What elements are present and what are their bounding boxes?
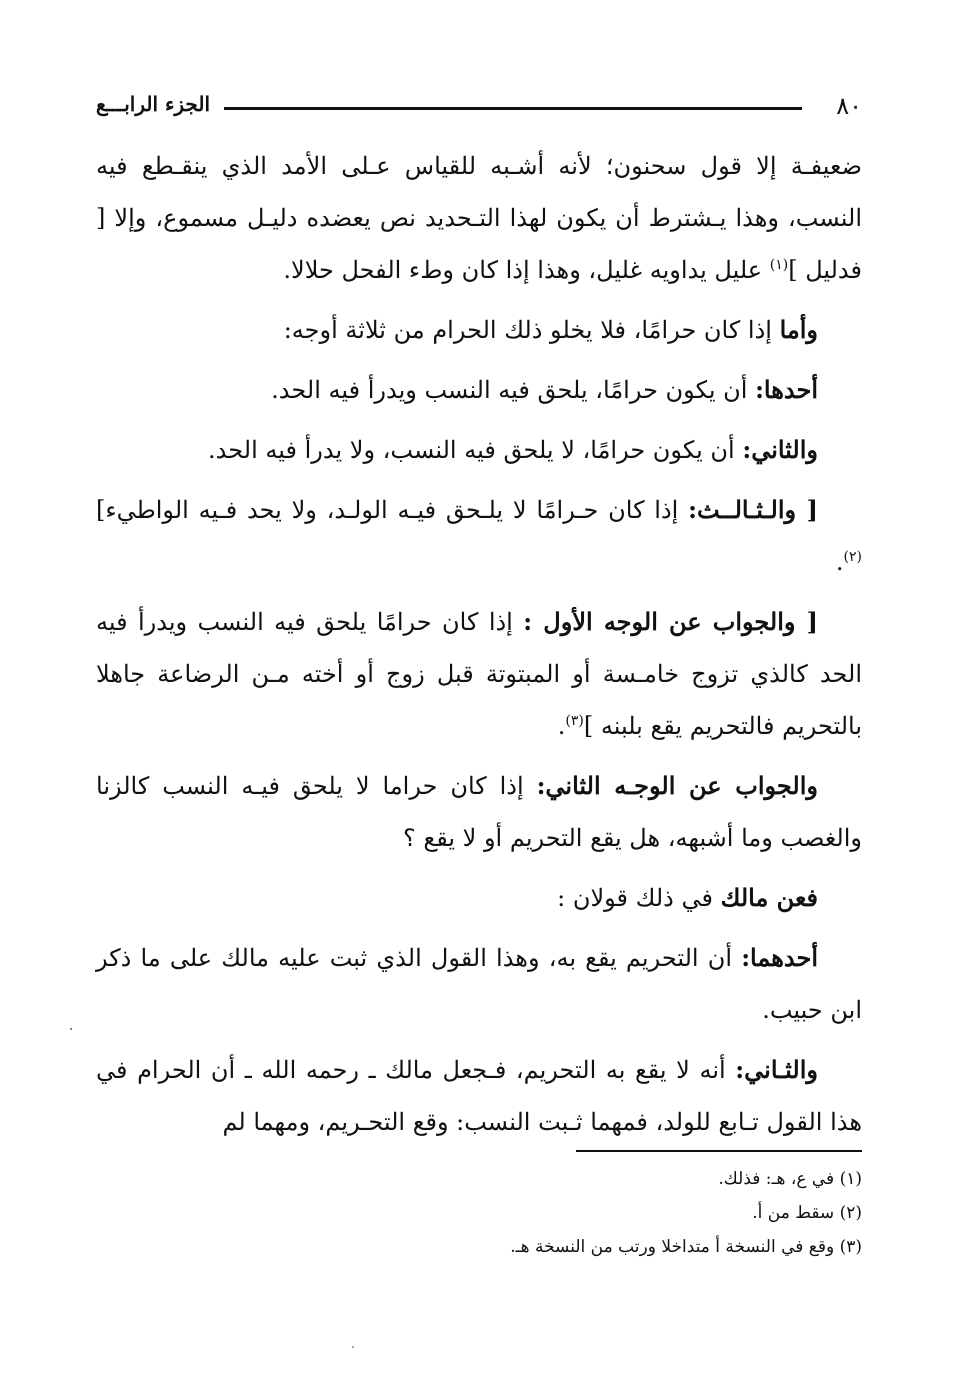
footnotes	[96, 1162, 862, 1264]
paragraph-lead: فعن مالك	[720, 883, 818, 912]
speck	[352, 1346, 354, 1348]
speck	[70, 1028, 72, 1030]
paragraph-lead: أحدهما:	[741, 943, 818, 972]
running-title: الجزء الرابـــع	[96, 92, 210, 116]
footnote: (١) في ع، هـ: فذلك.	[718, 1169, 862, 1189]
page-header	[96, 92, 862, 126]
footnote-ref: (٣)	[565, 713, 584, 729]
footnote: (٣) وقع في النسخة أ متداخلا ورتب من النسخة هـ.	[510, 1237, 862, 1257]
paragraph: والثاني: أن يكون حرامًا، لا يلحق فيه النسب، ولا يدرأ فيه الحد.	[208, 435, 818, 464]
paragraph-lead: [ والـثـالــث:	[688, 495, 818, 524]
footnote-ref: (١)	[769, 257, 789, 273]
paragraph: فعن مالك في ذلك قولان :	[557, 883, 818, 912]
paragraph: وأما إذا كان حرامًا، فلا يخلو ذلك الحرام من ثلاثة أوجه:	[283, 315, 818, 344]
paragraph-lead: والثاني:	[742, 435, 818, 464]
paragraph-lead: والثـاني:	[735, 1055, 818, 1084]
header-rule	[224, 107, 802, 110]
paragraph: أحدها: أن يكون حرامًا، يلحق فيه النسب ويدرأ فيه الحد.	[271, 375, 818, 404]
paragraph: والثـاني: أنه لا يقع به التحريم، فـجعل مالك ـ رحمه الله ـ أن الحرام في هذا القول تـابع للولد، فمهما ثـبت النسب: وقع التحـريم، ومهما لم	[96, 1055, 862, 1136]
paragraph: [ والـثـالــث: إذا كان حـرامًا لا يلـحق فيـه الولـد، ولا يحد فـيه الواطيء]$^{(٢)}$.	[96, 495, 862, 576]
page-number: ٨٠	[836, 92, 862, 120]
paragraph: [ والجواب عن الوجه الأول : إذا كان حرامًا يلحق فيه النسب ويدرأ فيه الحد كالذي تزوج خامـسة أو المبتوتة قبل زوج أو أخته مـن الرضاعة جاهلا بالتحريم فالتحريم يقع بلبنه ]$^{(٣)}$.	[96, 607, 862, 740]
paragraph: ضعيفـة إلا قول سحنون؛ لأنه أشـبه للقياس عـلى الأمد الذي ينقـطع فيه النسب، وهذا يـشترط أن يكون لهذا التـحديد نص يعضده دليـل مسموع، وإلا [ فدليل ]$^{(١)}$ عليل يداويه غليل، وهذا إذا كان وطء الفحل حلالا.	[96, 152, 862, 284]
footnote-ref: (٢)	[843, 549, 862, 565]
footnote: (٢) سقط من أ.	[752, 1203, 862, 1223]
footnote-rule	[576, 1150, 862, 1152]
paragraph-lead: وأما	[779, 315, 818, 344]
body-text	[96, 140, 862, 1156]
paragraph-lead: والجواب عن الوجـه الثاني:	[536, 771, 818, 800]
paragraph-lead: [ والجواب عن الوجه الأول :	[523, 607, 818, 636]
paragraph: والجواب عن الوجـه الثاني: إذا كان حراما لا يلحق فيـه النسب كالزنا والغصب وما أشبهه، هل يقع التحريم أو لا يقع ؟	[96, 771, 862, 852]
paragraph: أحدهما: أن التحريم يقع به، وهذا القول الذي ثبت عليه مالك على ما ذكر ابن حبيب.	[96, 943, 862, 1024]
paragraph-lead: أحدها:	[755, 375, 818, 404]
